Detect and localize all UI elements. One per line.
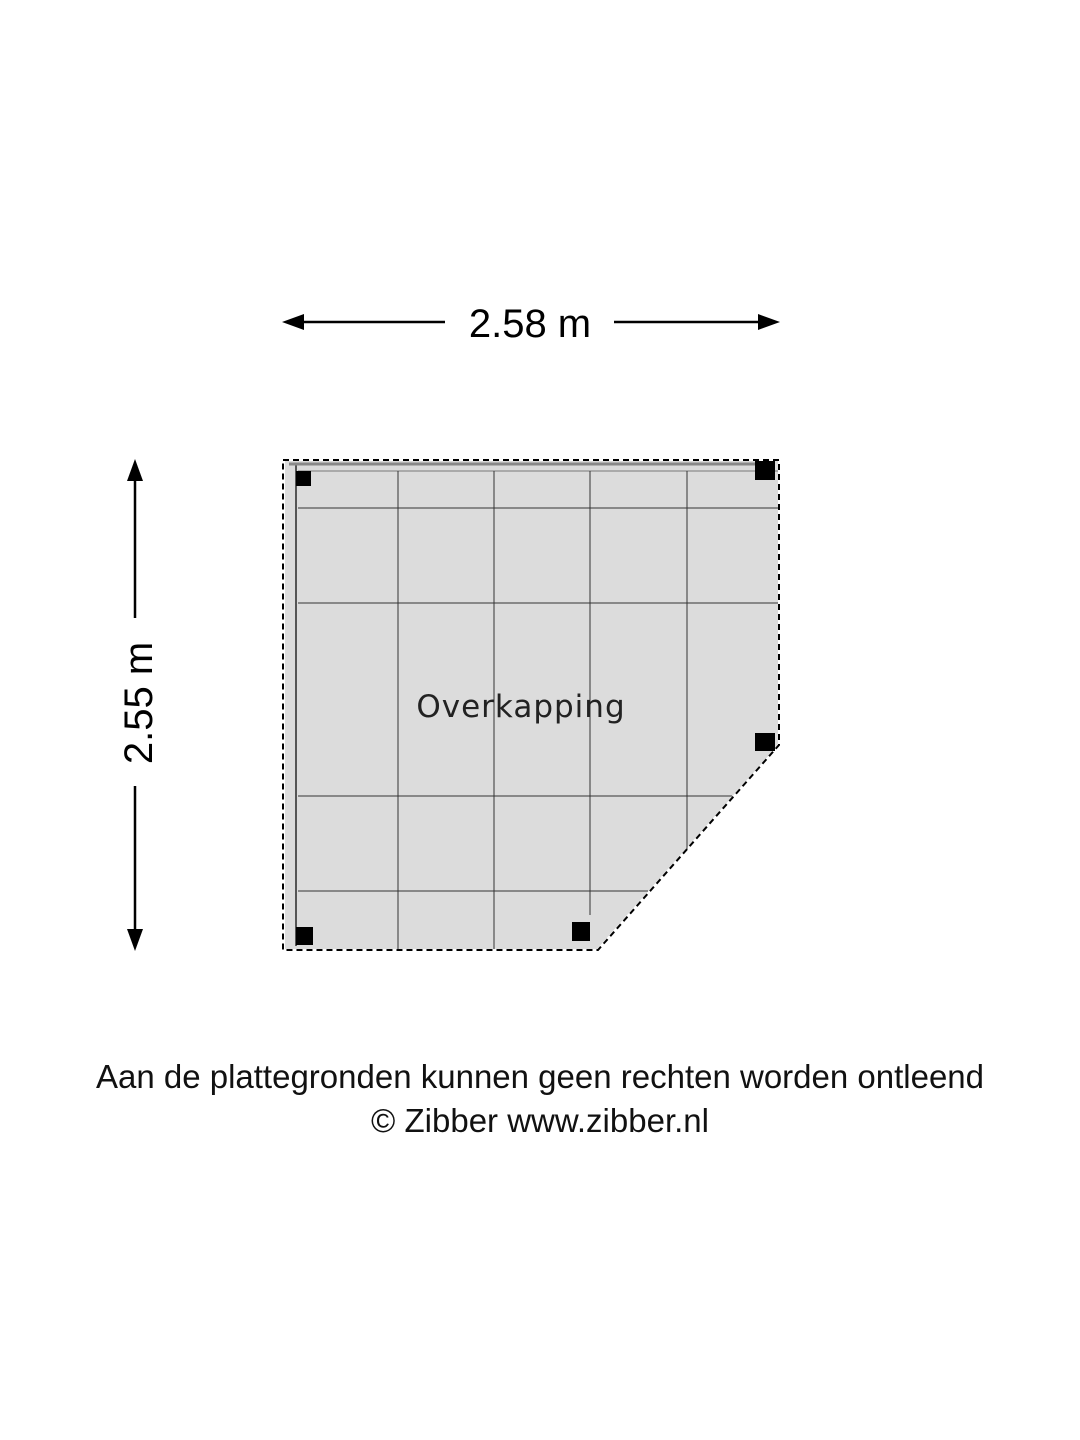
disclaimer-text: Aan de plattegronden kunnen geen rechten worden ontleend (95, 1058, 985, 1095)
arrow-right-icon (758, 314, 780, 330)
post-bottom-middle (572, 922, 590, 941)
arrow-down-icon (127, 929, 143, 951)
width-label: 2.58 m (468, 302, 592, 346)
arrow-left-icon (282, 314, 304, 330)
post-top-right (755, 461, 775, 480)
width-dimension (282, 302, 780, 346)
post-right-middle (755, 733, 775, 751)
post-bottom-left (296, 927, 313, 945)
arrow-up-icon (127, 459, 143, 481)
height-dimension (117, 459, 161, 951)
room-label: Overkapping (416, 689, 626, 725)
room-overkapping (283, 460, 779, 950)
copyright-text: © Zibber www.zibber.nl (371, 1102, 709, 1139)
height-label: 2.55 m (117, 641, 161, 765)
post-top-left (296, 471, 311, 486)
